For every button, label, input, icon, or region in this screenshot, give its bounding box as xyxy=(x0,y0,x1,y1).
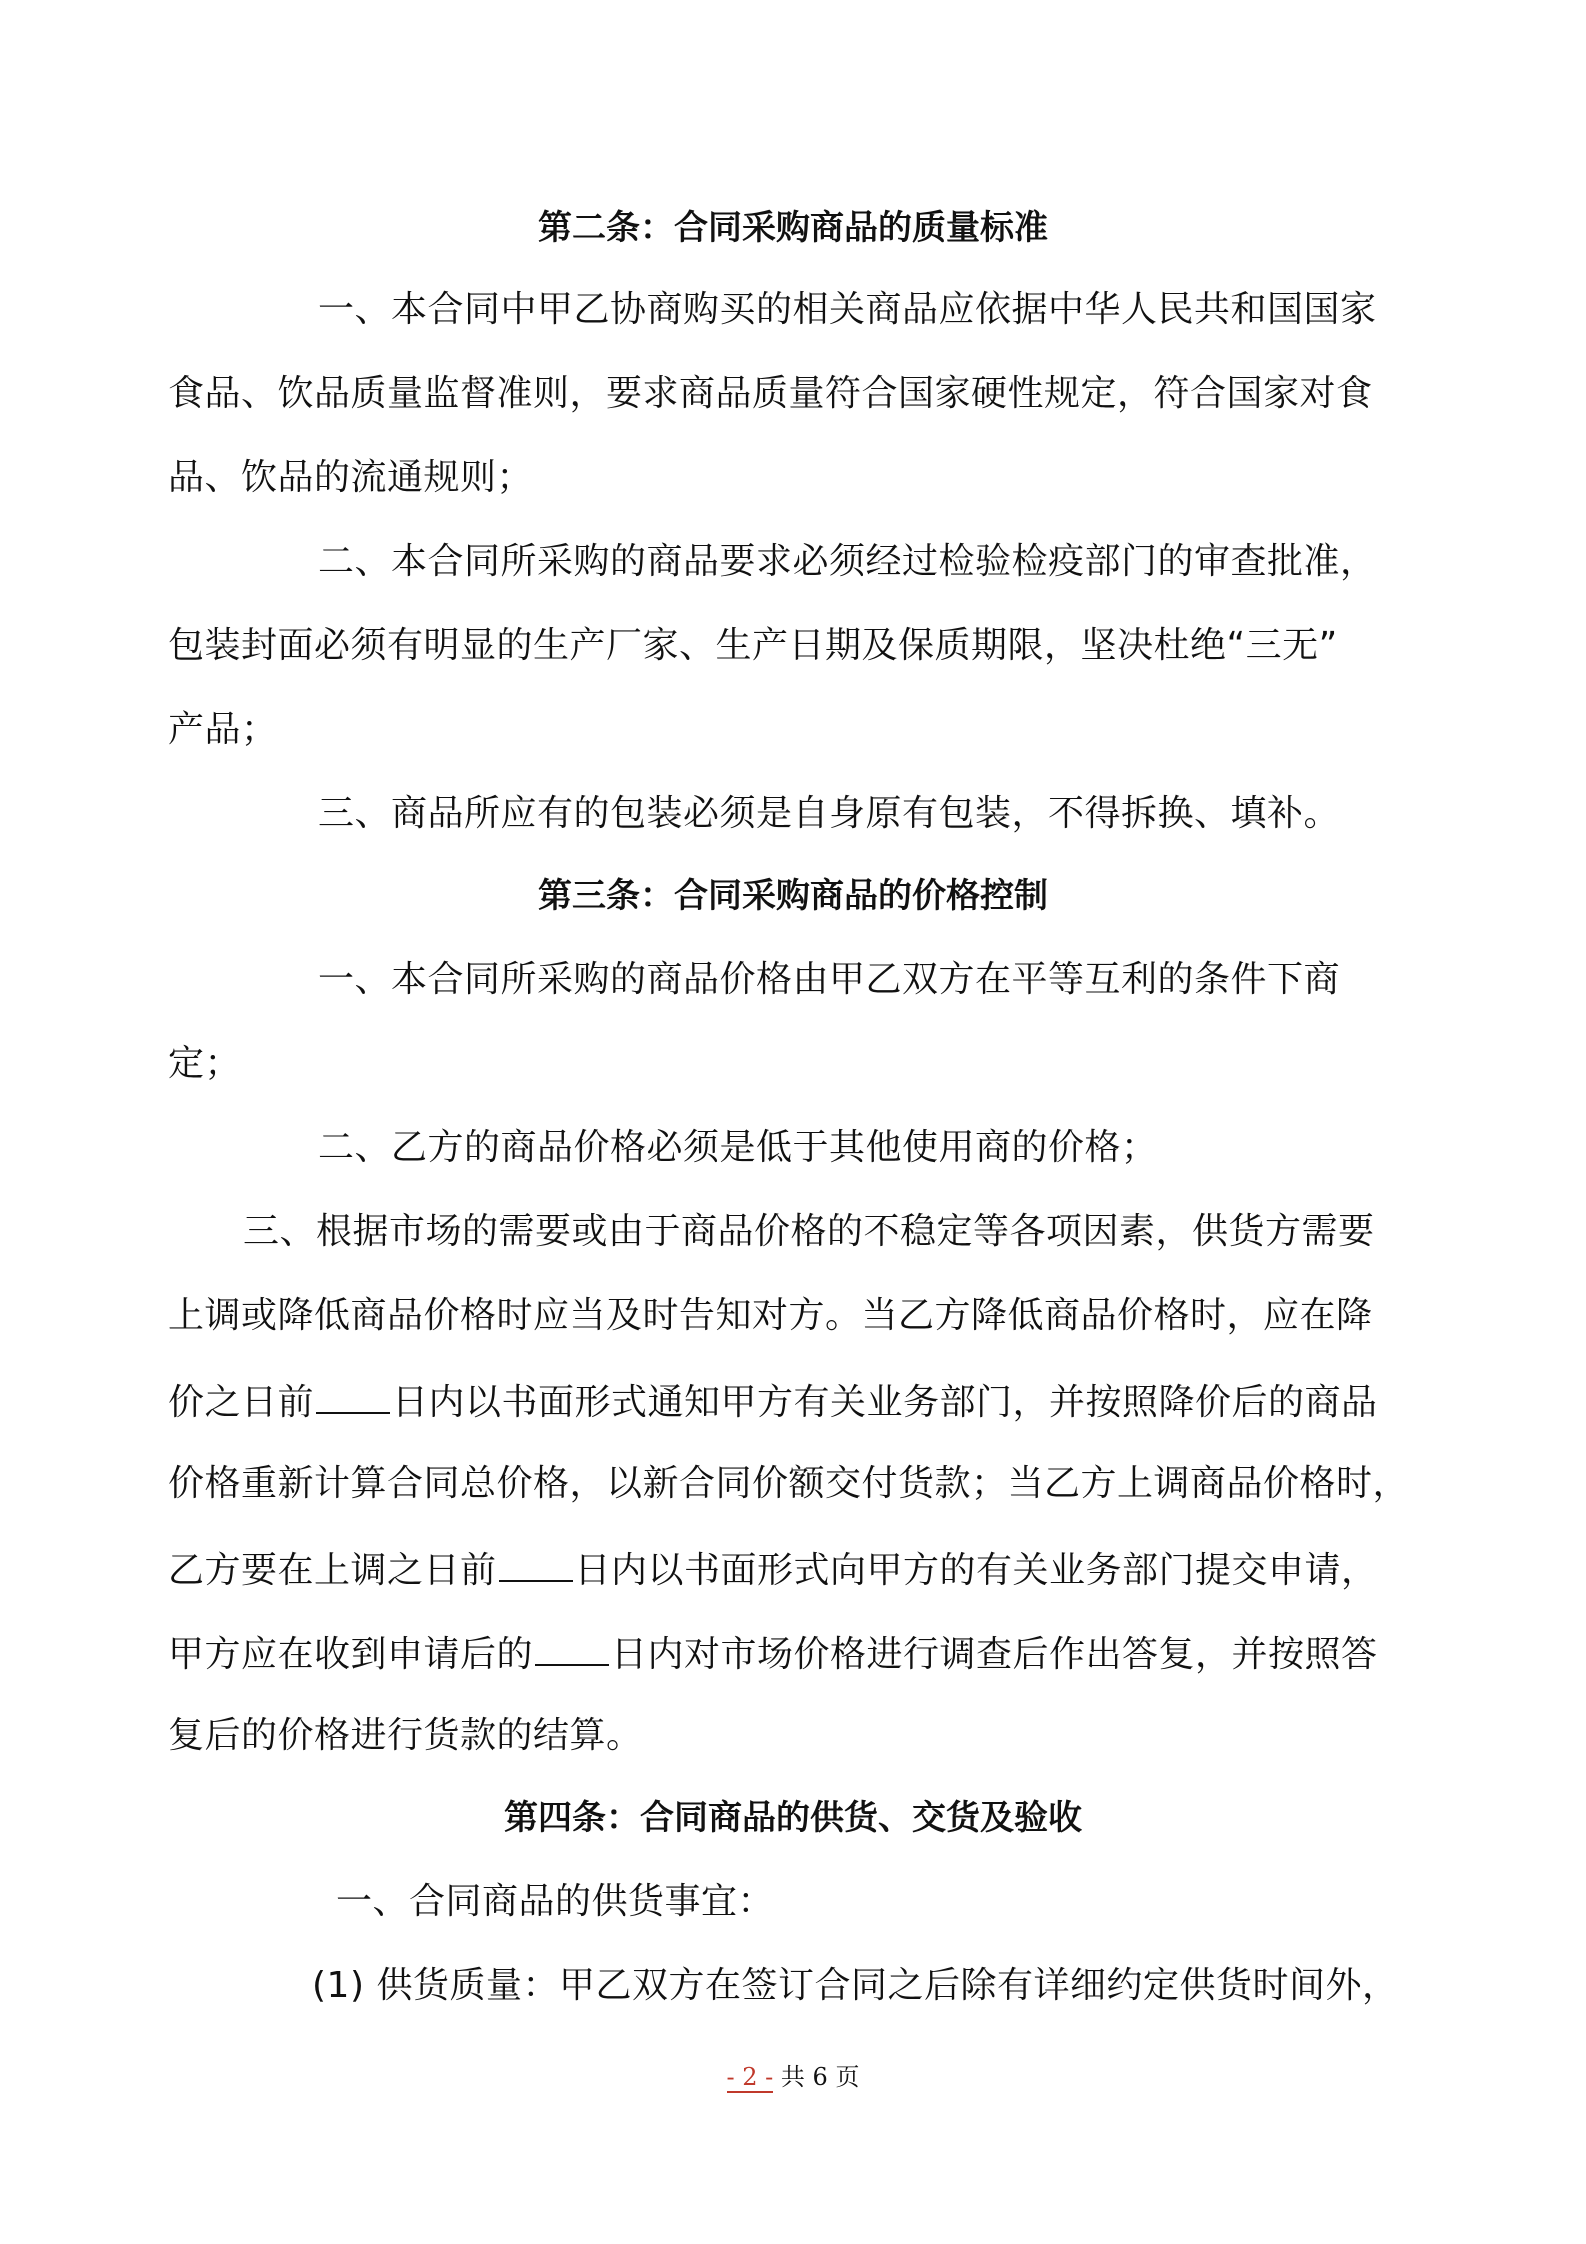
fill-in-blank-days-application[interactable] xyxy=(499,1546,573,1582)
article-2-paragraph-2-line-1: 二、本合同所采购的商品要求必须经过检验检疫部门的审查批准， xyxy=(318,541,1377,582)
article-2-paragraph-2-line-2: 包装封面必须有明显的生产厂家、生产日期及保质期限，坚决杜绝“三无” xyxy=(168,625,1338,666)
article-3-paragraph-3-line-1: 三、根据市场的需要或由于商品价格的不稳定等各项因素，供货方需要 xyxy=(243,1211,1375,1252)
line-6-text-before-blank: 甲方应在收到申请后的 xyxy=(168,1634,534,1675)
article-2-heading: 第二条：合同采购商品的质量标准 xyxy=(538,208,1048,248)
article-2-paragraph-1-line-2: 食品、饮品质量监督准则，要求商品质量符合国家硬性规定，符合国家对食 xyxy=(168,373,1373,414)
article-2-paragraph-3-line-1: 三、商品所应有的包装必须是自身原有包装，不得拆换、填补。 xyxy=(318,793,1341,834)
page-total: 共 6 页 xyxy=(780,2063,860,2091)
article-4-paragraph-1-line-1: 一、合同商品的供货事宜： xyxy=(336,1881,775,1922)
line-5-text-before-blank: 乙方要在上调之日前 xyxy=(168,1550,497,1591)
line-5-text-after-blank: 日内以书面形式向甲方的有关业务部门提交申请， xyxy=(574,1550,1378,1591)
article-3-heading: 第三条：合同采购商品的价格控制 xyxy=(538,876,1048,916)
line-3-text-after-blank: 日内以书面形式通知甲方有关业务部门，并按照降价后的商品 xyxy=(392,1382,1378,1423)
article-3-paragraph-3-line-7: 复后的价格进行货款的结算。 xyxy=(168,1715,643,1756)
article-3-paragraph-3-line-4: 价格重新计算合同总价格，以新合同价额交付货款；当乙方上调商品价格时， xyxy=(168,1463,1410,1504)
line-3-text-before-blank: 价之日前 xyxy=(168,1382,315,1423)
article-3-paragraph-1-line-1: 一、本合同所采购的商品价格由甲乙双方在平等互利的条件下商 xyxy=(318,959,1341,1000)
line-6-text-after-blank: 日内对市场价格进行调查后作出答复，并按照答 xyxy=(611,1634,1378,1675)
article-3-paragraph-3-line-6 xyxy=(168,1630,1378,1677)
article-2-paragraph-1-line-3: 品、饮品的流通规则； xyxy=(168,457,534,498)
fill-in-blank-days-reply[interactable] xyxy=(535,1630,609,1666)
article-2-paragraph-1-line-1: 一、本合同中甲乙协商购买的相关商品应依据中华人民共和国国家 xyxy=(318,289,1377,330)
article-4-paragraph-2-line-1: (1) 供货质量：甲乙双方在签订合同之后除有详细约定供货时间外， xyxy=(312,1965,1399,2006)
article-4-heading: 第四条：合同商品的供货、交货及验收 xyxy=(504,1798,1082,1838)
article-3-paragraph-2-line-1: 二、乙方的商品价格必须是低于其他使用商的价格； xyxy=(318,1127,1158,1168)
article-3-paragraph-3-line-3 xyxy=(168,1378,1378,1425)
article-2-paragraph-2-line-3: 产品； xyxy=(168,709,278,750)
fill-in-blank-days-notice[interactable] xyxy=(316,1378,390,1414)
article-3-paragraph-1-line-2: 定； xyxy=(168,1043,242,1084)
article-3-paragraph-3-line-2: 上调或降低商品价格时应当及时告知对方。当乙方降低商品价格时，应在降 xyxy=(168,1295,1373,1336)
article-3-paragraph-3-line-5 xyxy=(168,1546,1378,1593)
page-number: - 2 - xyxy=(726,2063,774,2091)
page-footer xyxy=(0,2062,1586,2092)
